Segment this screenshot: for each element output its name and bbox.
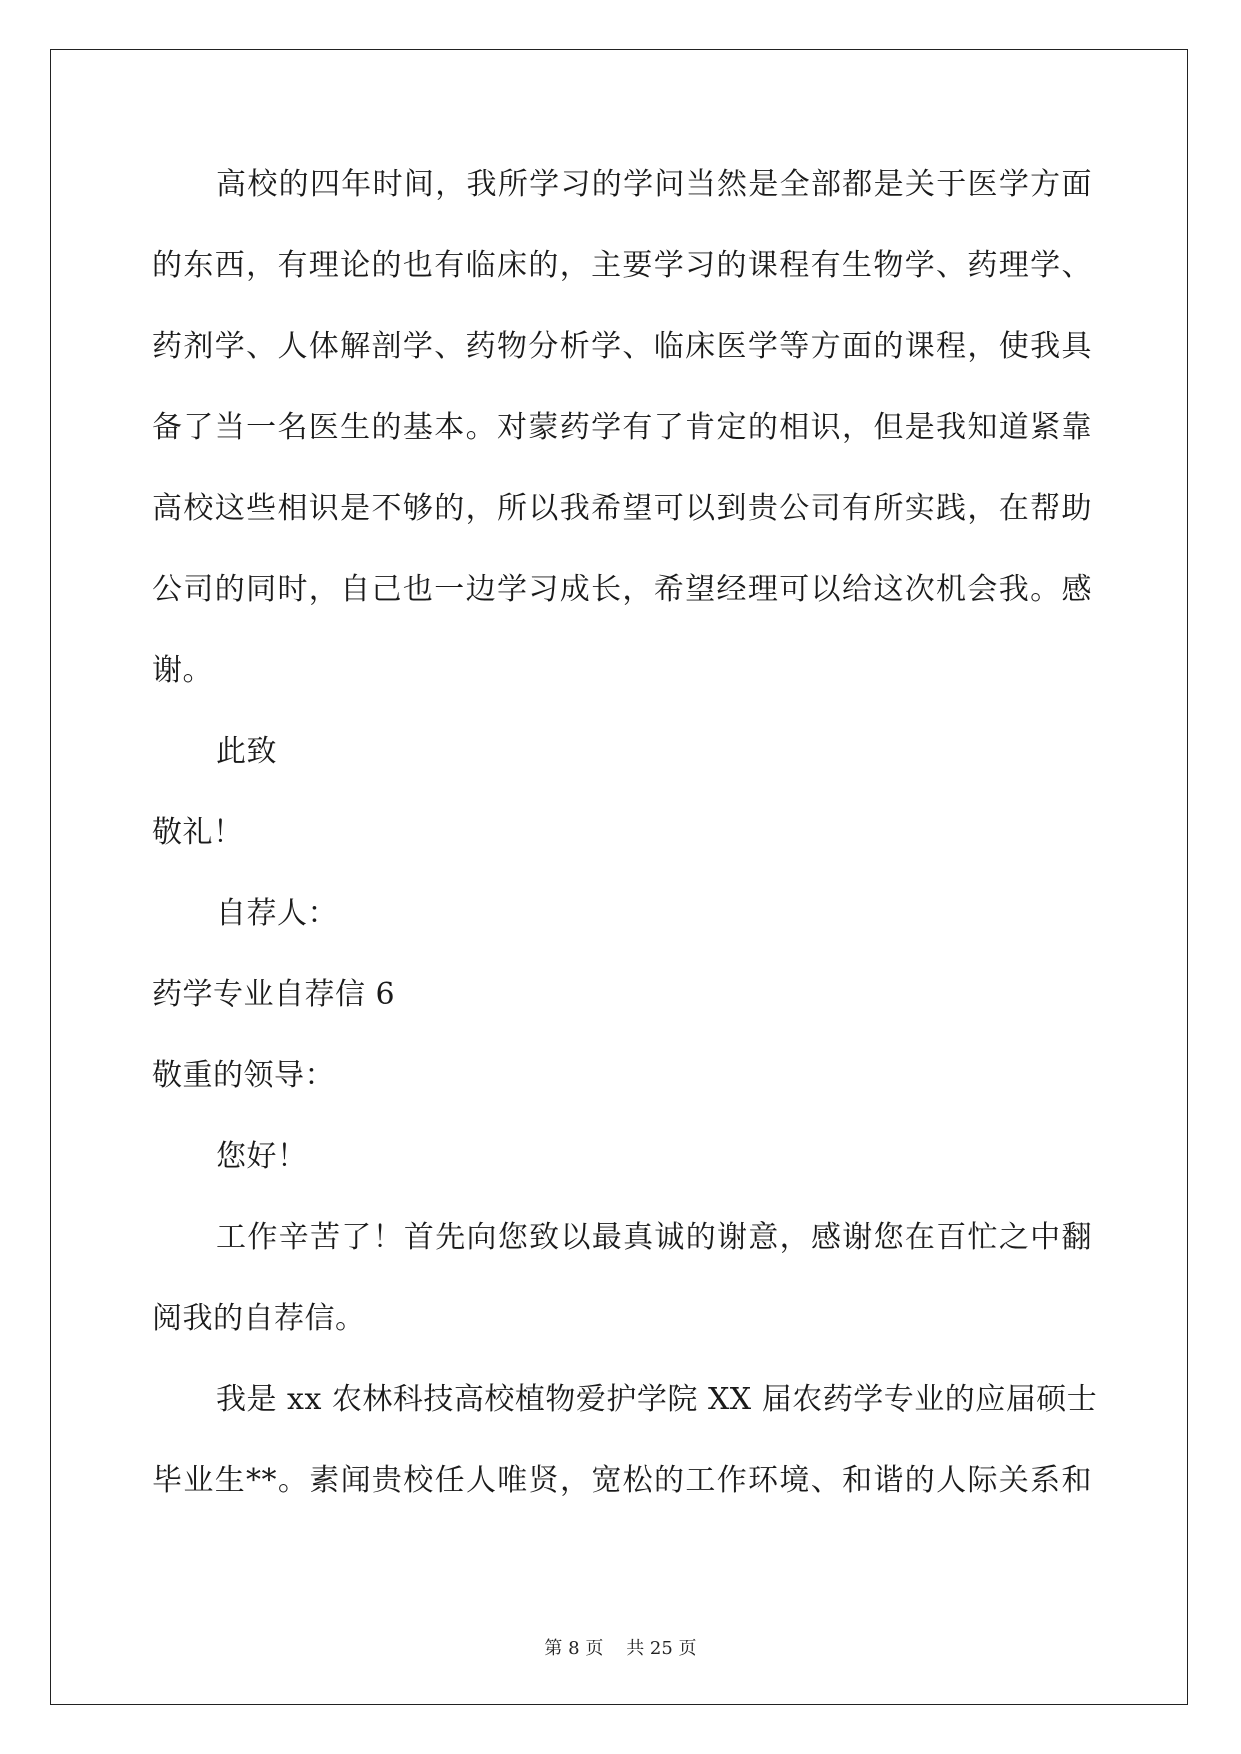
text-line: 敬礼！ (152, 815, 244, 850)
text-line: 高校这些相识是不够的，所以我希望可以到贵公司有所实践，在帮助 (152, 491, 1092, 526)
text-line: 公司的同时，自己也一边学习成长，希望经理可以给这次机会我。感 (152, 572, 1092, 607)
document-body (152, 157, 1098, 1534)
text-line: 我是 xx 农林科技高校植物爱护学院 XX 届农药学专业的应届硕士 (216, 1382, 1098, 1417)
text-line: 敬重的领导： (152, 1058, 335, 1093)
text-line: 阅我的自荐信。 (152, 1301, 366, 1336)
text-line: 毕业生**。素闻贵校任人唯贤，宽松的工作环境、和谐的人际关系和 (152, 1463, 1092, 1498)
text-line: 此致 (216, 734, 277, 769)
text-line: 谢。 (152, 653, 213, 688)
text-line: 备了当一名医生的基本。对蒙药学有了肯定的相识，但是我知道紧靠 (152, 410, 1092, 445)
text-line: 高校的四年时间，我所学习的学问当然是全部都是关于医学方面 (216, 167, 1092, 202)
text-line: 的东西，有理论的也有临床的，主要学习的课程有生物学、药理学、 (152, 248, 1092, 283)
text-line: 自荐人： (216, 896, 338, 931)
page-number: 第 8 页 共 25 页 (544, 1638, 697, 1659)
text-line: 药剂学、人体解剖学、药物分析学、临床医学等方面的课程，使我具 (152, 329, 1092, 364)
text-line: 药学专业自荐信 6 (152, 977, 396, 1012)
text-line: 工作辛苦了！首先向您致以最真诚的谢意，感谢您在百忙之中翻 (216, 1220, 1092, 1255)
text-line: 您好！ (216, 1139, 308, 1174)
